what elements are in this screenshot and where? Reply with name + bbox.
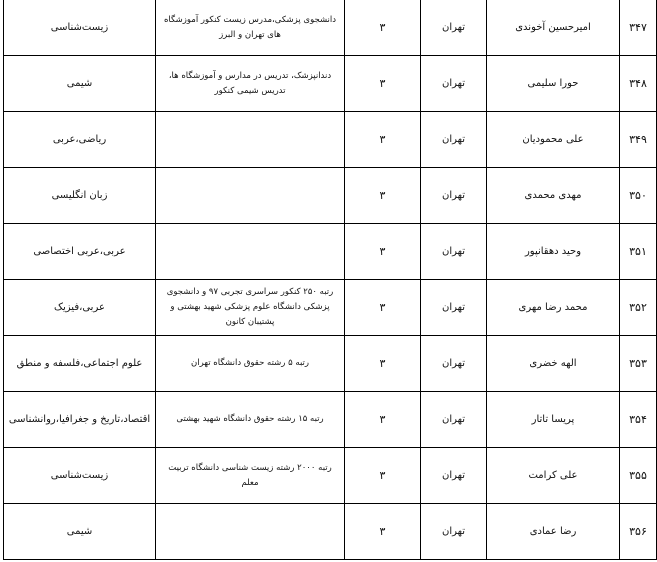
table-row — [4, 0, 657, 56]
tutor-name: علی محمودیان — [487, 112, 620, 168]
table-row — [4, 336, 657, 392]
table-row — [4, 280, 657, 336]
tutor-city: تهران — [421, 448, 487, 504]
tutor-rank: ۳ — [345, 392, 421, 448]
tutor-subject: زیست‌شناسی — [4, 0, 156, 56]
row-number: ۳۵۳ — [620, 336, 657, 392]
tutor-name: پریسا تاتار — [487, 392, 620, 448]
row-number: ۳۴۷ — [620, 0, 657, 56]
row-number: ۳۵۱ — [620, 224, 657, 280]
tutor-city: تهران — [421, 392, 487, 448]
tutor-city: تهران — [421, 112, 487, 168]
tutor-name: حورا سلیمی — [487, 56, 620, 112]
row-number: ۳۵۶ — [620, 504, 657, 560]
tutor-city: تهران — [421, 56, 487, 112]
tutor-subject: زیست‌شناسی — [4, 448, 156, 504]
tutor-name: مهدی محمدی — [487, 168, 620, 224]
tutor-subject: شیمی — [4, 504, 156, 560]
tutor-name: رضا عمادی — [487, 504, 620, 560]
tutor-description — [156, 112, 345, 168]
table-row — [4, 392, 657, 448]
tutor-rank: ۳ — [345, 280, 421, 336]
row-number: ۳۵۵ — [620, 448, 657, 504]
tutor-rank: ۳ — [345, 0, 421, 56]
tutor-rank: ۳ — [345, 504, 421, 560]
tutor-city: تهران — [421, 504, 487, 560]
tutor-city: تهران — [421, 168, 487, 224]
table-row — [4, 448, 657, 504]
table-row — [4, 56, 657, 112]
tutor-description — [156, 168, 345, 224]
row-number: ۳۵۴ — [620, 392, 657, 448]
tutor-city: تهران — [421, 280, 487, 336]
tutor-subject: عربی،عربی اختصاصی — [4, 224, 156, 280]
tutor-subject: علوم اجتماعی،فلسفه و منطق — [4, 336, 156, 392]
tutor-name: محمد رضا مهری — [487, 280, 620, 336]
row-number: ۳۵۲ — [620, 280, 657, 336]
tutor-name: امیرحسین آخوندی — [487, 0, 620, 56]
tutor-rank: ۳ — [345, 112, 421, 168]
tutor-rank: ۳ — [345, 336, 421, 392]
tutor-city: تهران — [421, 0, 487, 56]
tutor-name: علی کرامت — [487, 448, 620, 504]
tutor-description: دانشجوی پزشکی،مدرس زیست کنکور آموزشگاه های تهران و البرز — [156, 0, 345, 56]
table-row — [4, 168, 657, 224]
row-number: ۳۴۸ — [620, 56, 657, 112]
tutor-description: رتبه ۲۰۰۰ رشته زیست شناسی دانشگاه تربیت معلم — [156, 448, 345, 504]
tutor-rank: ۳ — [345, 168, 421, 224]
tutor-description: رتبه ۵ رشته حقوق دانشگاه تهران — [156, 336, 345, 392]
tutor-subject: شیمی — [4, 56, 156, 112]
tutor-description: دندانپزشک، تدریس در مدارس و آموزشگاه ها، تدریس شیمی کنکور — [156, 56, 345, 112]
tutor-rank: ۳ — [345, 56, 421, 112]
table-body — [4, 0, 657, 560]
tutor-subject: ریاضی،عربی — [4, 112, 156, 168]
tutor-description: رتبه ۲۵۰ کنکور سراسری تجربی ۹۷ و دانشجوی پزشکی دانشگاه علوم پزشکی شهید بهشتی و پشتیبان کانون — [156, 280, 345, 336]
tutor-city: تهران — [421, 336, 487, 392]
row-number: ۳۴۹ — [620, 112, 657, 168]
tutor-rank: ۳ — [345, 224, 421, 280]
tutor-description — [156, 504, 345, 560]
tutor-subject: عربی،فیزیک — [4, 280, 156, 336]
table-row — [4, 504, 657, 560]
tutor-subject: اقتصاد،تاریخ و جغرافیا،روانشناسی — [4, 392, 156, 448]
row-number: ۳۵۰ — [620, 168, 657, 224]
tutor-name: الهه خضری — [487, 336, 620, 392]
tutor-subject: زبان انگلیسی — [4, 168, 156, 224]
tutor-name: وحید دهقانپور — [487, 224, 620, 280]
tutor-city: تهران — [421, 224, 487, 280]
tutor-rank: ۳ — [345, 448, 421, 504]
table-row — [4, 112, 657, 168]
tutor-description — [156, 224, 345, 280]
table-row — [4, 224, 657, 280]
tutors-table — [3, 0, 657, 560]
tutor-description: رتبه ۱۵ رشته حقوق دانشگاه شهید بهشتی — [156, 392, 345, 448]
